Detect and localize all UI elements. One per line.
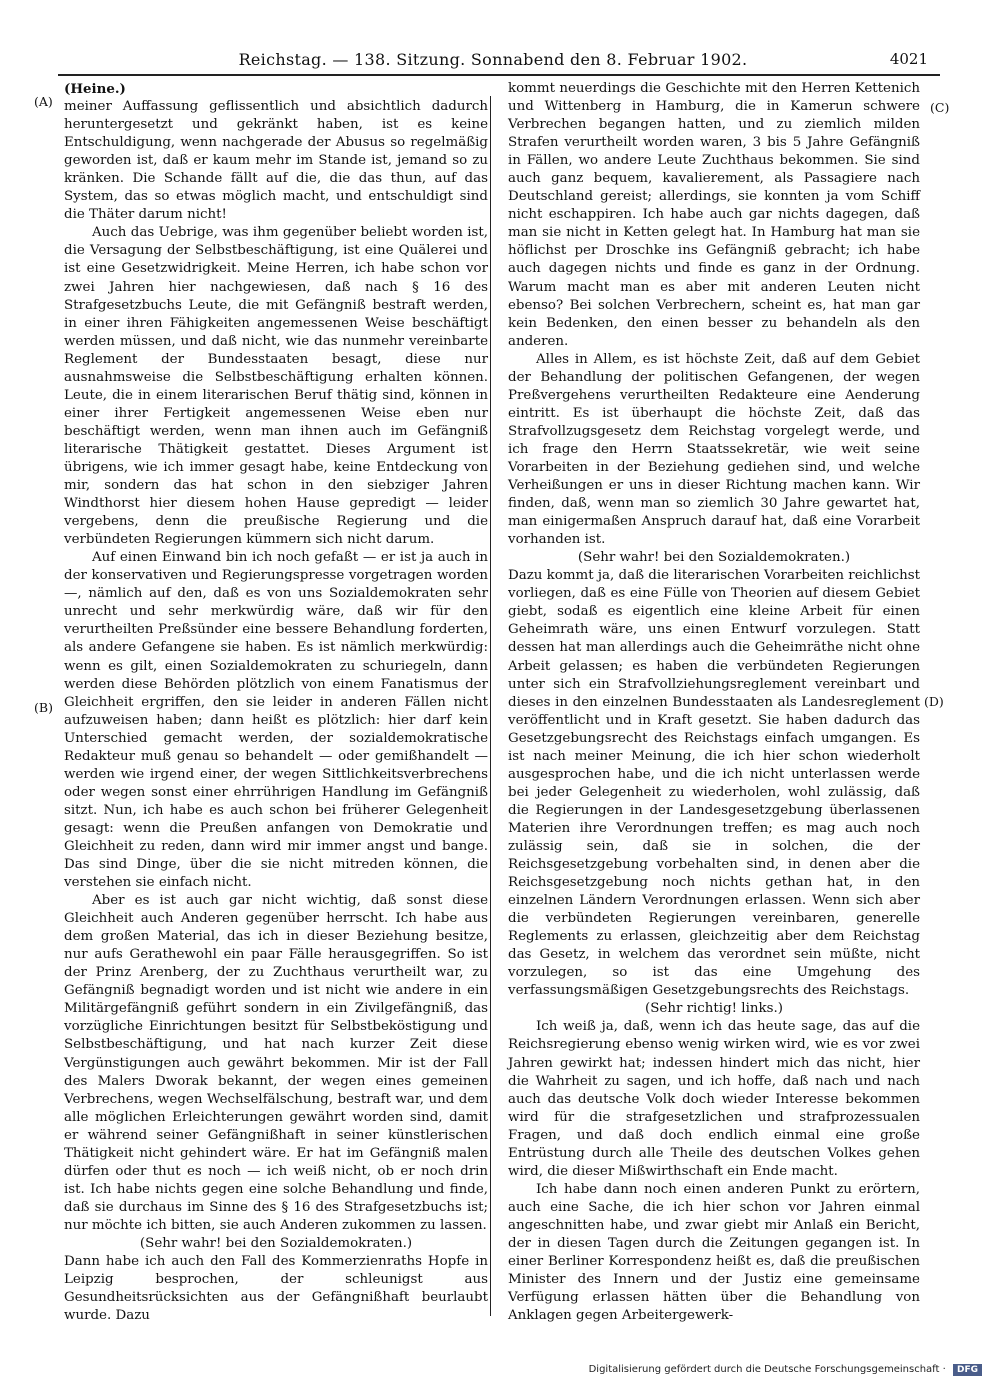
paragraph: Dazu kommt ja, daß die literarischen Vorarbeiten reichlichst vorliegen, daß es eine Fülle von Theorien auf diesem Gebiet giebt, sodaß es eigentlich eine kleine Arbeit für einen Geheimrath wäre, uns einen Entwurf vorzulegen. Statt dessen hat man allerdings auch die Geheimräthe nicht ohne Arbeit gelassen; es haben die verbündeten Regierungen unter sich ein Strafvollziehungsreglement vereinbart und dieses in den einzelnen Bundesstaaten als Landesreglement veröffentlicht und in Kraft gesetzt. Sie haben dadurch das Gesetzgebungsrecht des Reichstags einfach umgangen. Es ist nach meiner Meinung, die ich hier schon wiederholt ausgesprochen habe, und die ich nicht unterlassen werde bei jeder Gelegenheit zu wiederholen, wohl zulässig, daß die Regierungen in der Landesgesetzgebung überlassenen Materien ihre Verordnungen treffen; es mag auch noch zulässig sein, daß sie in solchen, die der Reichsgesetzgebung vorbehalten sind, in denen aber die Reichsgesetzgebung noch nichts gethan hat, in den einzelnen Ländern Verordnungen erlassen. Wenn sich aber die verbündeten Regierungen vereinbaren, generelle Reglements zu erlassen, gleichzeitig aber dem Reichstag das Gesetz, in welchem das verordnet sein müßte, nicht vorzulegen, so ist das eine Umgehung des verfassungsmäßigen Gesetzgebungsrechts des Reichstags.	[508, 568, 920, 999]
page-number: 4021	[889, 50, 928, 68]
interjection: (Sehr wahr! bei den Sozialdemokraten.)	[577, 550, 851, 566]
margin-marker-d: (D)	[924, 694, 944, 709]
footer-text: Digitalisierung gefördert durch die Deutsche Forschungsgemeinschaft ·	[588, 1364, 946, 1375]
margin-marker-b: (B)	[34, 700, 53, 715]
column-divider	[490, 96, 491, 1316]
speaker-name: (Heine.)	[64, 81, 126, 97]
paragraph: Ich weiß ja, daß, wenn ich das heute sage, das auf die Reichsregierung ebenso wenig wirken wird, wie es vor zwei Jahren gewirkt hat; indessen hindert mich das nicht, hier die Wahrheit zu sagen, und ich hoffe, daß nach und nach auch das deutsche Volk doch wieder Interesse bekommen wird für die strafgesetzlichen und strafprozessualen Fragen, und daß doch endlich einmal eine große Entrüstung durch alle Theile des deutschen Volkes gehen wird, die dieser Mißwirthschaft ein Ende macht.	[508, 1019, 920, 1179]
paragraph: Auf einen Einwand bin ich noch gefaßt — er ist ja auch in der konservativen und Regierungspresse vorgetragen worden —, nämlich auf den, daß es von uns Sozialdemokraten sehr unrecht und sehr merkwürdig wäre, daß wir für den verurtheilten Preßsünder eine bessere Behandlung forderten, als andere Gefangene sie haben. Es ist nämlich merkwürdig: wenn es gilt, einen Sozialdemokraten zu schuriegeln, dann werden diese Behörden plötzlich von einem Fanatismus der Gleichheit ergriffen, den sie leider in anderen Fällen nicht aufzuweisen haben; dann heißt es plötzlich: hier darf kein Unterschied gemacht werden, der sozialdemokratische Redakteur muß genau so behandelt — oder gemißhandelt — werden wie irgend einer, der wegen Sittlichkeitsverbrechens oder wegen sonst einer ehrrührigen Handlung im Gefängniß sitzt. Nun, ich habe es auch schon bei früherer Gelegenheit gesagt: wenn die Preußen anfangen von Demokratie und Gleichheit zu reden, dann wird mir immer angst und bange. Das sind Dinge, über die sie nicht mitreden können, die verstehen sie einfach nicht.	[64, 550, 488, 891]
paragraph: Dann habe ich auch den Fall des Kommerzienraths Hopfe in Leipzig besprochen, der schleunigst aus Gesundheitsrücksichten aus der Gefängnißhaft beurlaubt wurde. Dazu	[64, 1254, 488, 1324]
paragraph: kommt neuerdings die Geschichte mit den Herren Kettenich und Wittenberg in Hamburg, die in Kamerun schwere Verbrechen begangen hatten, und zu ziemlich milden Strafen verurtheilt worden waren, 3 bis 5 Jahre Gefängniß in Fällen, wo andere Leute Zuchthaus bekommen. Sie sind auch ganz bequem, kavalierement, als Passagiere nach Deutschland gereist; allerdings, sie konnten ja vom Schiff nicht eschappiren. Ich habe auch gar nichts dagegen, daß man sie nicht in Ketten gelegt hat. In Hamburg hat man sie höflichst per Droschke ins Gefängniß gebracht; ich habe auch dagegen nichts und finde es ganz in der Ordnung. Warum macht man es aber mit anderen Leuten nicht ebenso? Bei solchen Verbrechern, scheint es, hat man gar kein Bedenken, den einen besser zu behandeln als den anderen.	[508, 81, 920, 349]
footer-credit	[589, 1364, 982, 1376]
running-title: Reichstag. — 138. Sitzung. Sonnabend den 8. Februar 1902.	[238, 50, 748, 69]
interjection: (Sehr wahr! bei den Sozialdemokraten.)	[139, 1236, 413, 1251]
paragraph: meiner Auffassung geflissentlich und absichtlich dadurch heruntergesetzt und gekränkt haben, ist es keine Entschuldigung, wenn nachgerade der Abusus so regelmäßig geworden ist, daß er kaum mehr im Stande ist, jemand so zu kränken. Die Schande fällt auf die, die das thun, auf das System, das so etwas möglich macht, und entschuldigt sind die Thäter darum nicht!	[64, 99, 488, 223]
dfg-logo: DFG	[953, 1364, 982, 1376]
margin-marker-a: (A)	[34, 94, 53, 109]
paragraph: Alles in Allem, es ist höchste Zeit, daß auf dem Gebiet der Behandlung der politischen Gefangenen, der wegen Preßvergehens verurtheilten Redakteure eine Aenderung eintritt. Es ist überhaupt die höchste Zeit, daß das Strafvollzugsgesetz dem Reichstag vorgelegt werde, und ich frage den Herrn Staatssekretär, wie weit seine Vorarbeiten in der Beziehung gediehen sind, und welche Verheißungen er uns in dieser Richtung machen kann. Wir finden, daß, wenn man so ziemlich 30 Jahre gewartet hat, man einigermaßen Anspruch darauf hat, daß eine Vorarbeit vorhanden ist.	[508, 351, 920, 548]
header-rule	[58, 74, 940, 76]
margin-marker-c: (C)	[930, 100, 950, 115]
paragraph: Ich habe dann noch einen anderen Punkt zu erörtern, auch eine Sache, die ich hier schon vor Jahren einmal angeschnitten habe, und zwar giebt mir Anlaß ein Bericht, der in diesen Tagen durch die Zeitungen gegangen ist. In einer Berliner Korrespondenz heißt es, daß die preußischen Minister des Innern und der Justiz eine gemeinsame Verfügung erlassen hätten über die Behandlung von Anklagen gegen Arbeitergewerk-	[508, 1181, 920, 1324]
left-column	[64, 80, 488, 1325]
page-header	[58, 50, 928, 72]
paragraph: Aber es ist auch gar nicht wichtig, daß sonst diese Gleichheit auch Anderen gegenüber herrscht. Ich habe aus dem großen Material, das ich in dieser Beziehung besitze, nur aufs Gerathewohl ein paar Fälle herausgegriffen. So ist der Prinz Arenberg, der zu Zuchthaus verurtheilt war, zu Gefängniß begnadigt worden und ist nicht wie andere in ein Militärgefängniß geführt sondern in ein Zivilgefängniß, das vorzügliche Einrichtungen besitzt für Selbstbeköstigung und Selbstbeschäftigung, und hat nach kurzer Zeit diese Vergünstigungen auch gewährt bekommen. Mir ist der Fall des Malers Dworak bekannt, der wegen eines gemeinen Verbrechens, wegen Wechselfälschung, bestraft war, und dem alle möglichen Erleichterungen gewährt worden sind, damit er während seiner Gefängnißhaft in seiner künstlerischen Thätigkeit nicht gehindert wäre. Er hat im Gefängniß malen dürfen oder thut es noch — ich weiß nicht, ob er noch drin ist. Ich habe nichts gegen eine solche Behandlung und finde, daß sie durchaus im Sinne des § 16 des Strafgesetzbuchs ist; nur möchte ich bitten, sie auch Anderen zukommen zu lassen.	[64, 893, 488, 1233]
paragraph: Auch das Uebrige, was ihm gegenüber beliebt worden ist, die Versagung der Selbstbeschäftigung, ist eine Quälerei und ist eine Gesetzwidrigkeit. Meine Herren, ich habe schon vor zwei Jahren hier nachgewiesen, daß nach § 16 des Strafgesetzbuchs Leute, die mit Gefängniß bestraft werden, in einer ihren Fähigkeiten angemessenen Weise beschäftigt werden müssen, und daß nicht, wie das nunmehr vereinbarte Reglement der Bundesstaaten besagt, diese nur ausnahmsweise die Selbstbeschäftigung erhalten können. Leute, die in einem literarischen Beruf thätig sind, können in einer ihrer Fertigkeit angemessenen Weise eben nur beschäftigt werden, wenn man ihnen auch im Gefängniß literarische Thätigkeit gestattet. Dieses Argument ist übrigens, wie ich immer gesagt habe, keine Entdeckung von mir, sondern das hat schon in den siebziger Jahren Windthorst hier diesem hohen Hause gepredigt — leider vergebens, denn die preußische Regierung und die verbündeten Regierungen kümmern sich nicht darum.	[64, 225, 488, 548]
right-column	[508, 80, 920, 1325]
interjection: (Sehr richtig! links.)	[645, 1001, 783, 1017]
